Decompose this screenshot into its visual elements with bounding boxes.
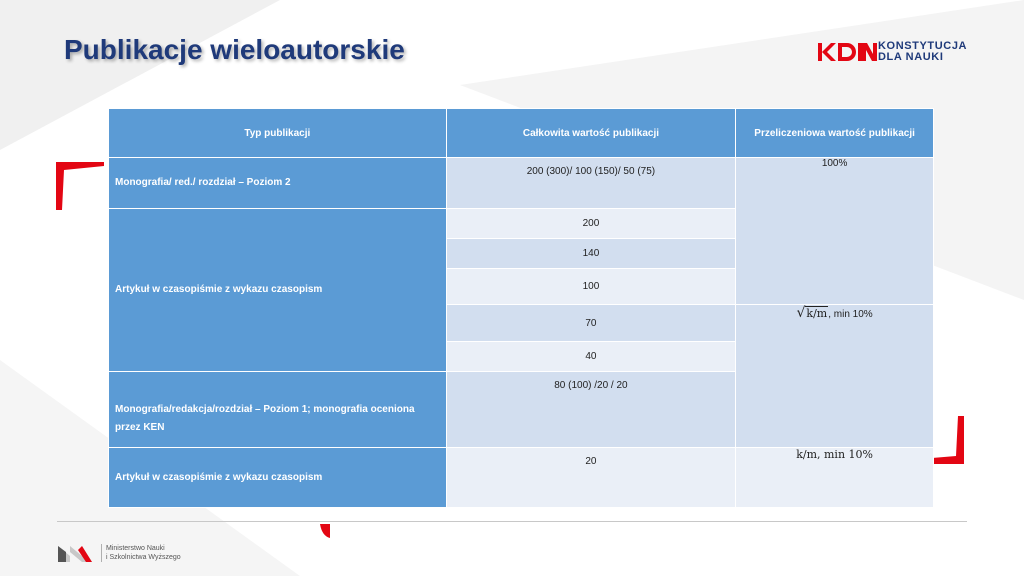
- value-cell: 140: [446, 239, 736, 269]
- type-cell: Artykuł w czasopiśmie z wykazu czasopism: [109, 209, 447, 372]
- kdn-logo-text: [878, 41, 967, 63]
- red-corner-top-left-icon: [56, 162, 104, 210]
- ministry-divider: [101, 544, 102, 562]
- ministry-name: [106, 544, 181, 562]
- header-publication-type: Typ publikacji: [109, 109, 447, 158]
- value-cell: 200: [446, 209, 736, 239]
- publications-table: [108, 108, 934, 508]
- value-cell: 70: [446, 305, 736, 342]
- red-small-mark-icon: [316, 524, 332, 540]
- formula-radicand: k/m: [806, 307, 828, 320]
- type-cell: Artykuł w czasopiśmie z wykazu czasopism: [109, 448, 447, 508]
- header-converted-value: Przeliczeniowa wartość publikacji: [736, 109, 934, 158]
- formula-suffix: , min 10%: [828, 309, 873, 320]
- value-cell: 100: [446, 269, 736, 305]
- table-row: [109, 158, 934, 209]
- logo-line-2: DLA NAUKI: [878, 51, 944, 63]
- ministry-line-1: Ministerstwo Nauki: [106, 545, 165, 552]
- footer-divider: [57, 521, 967, 522]
- page-title: Publikacje wieloautorskie: [64, 34, 405, 65]
- type-cell: Monografia/ red./ rozdział – Poziom 2: [109, 158, 447, 209]
- value-cell: 200 (300)/ 100 (150)/ 50 (75): [446, 158, 736, 209]
- ministry-logo-icon: [58, 544, 94, 562]
- kdn-logo-icon: [818, 40, 878, 64]
- ministry-line-2: i Szkolnictwa Wyższego: [106, 554, 181, 561]
- red-corner-bottom-right-icon: [932, 416, 964, 464]
- sqrt-icon: √: [796, 305, 806, 321]
- value-cell: 80 (100) /20 / 20: [446, 372, 736, 448]
- logo-line-1: KONSTYTUCJA: [878, 40, 968, 52]
- table-header-row: [109, 109, 934, 158]
- value-cell: 20: [446, 448, 736, 508]
- percent-cell: k/m, min 10%: [736, 448, 934, 508]
- type-cell: Monografia/redakcja/rozdział – Poziom 1; monografia oceniona przez KEN: [109, 372, 447, 448]
- percent-cell: 100%: [736, 158, 934, 305]
- formula-cell: [736, 305, 934, 448]
- header-total-value: Całkowita wartość publikacji: [446, 109, 736, 158]
- table-row: [109, 448, 934, 508]
- value-cell: 40: [446, 342, 736, 372]
